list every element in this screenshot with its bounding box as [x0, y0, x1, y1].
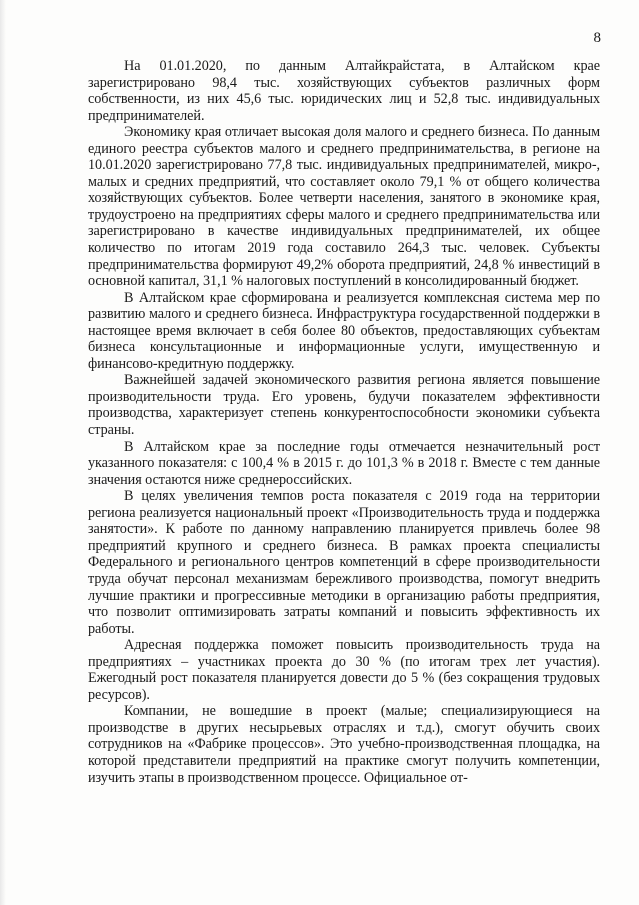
page-number: 8 — [593, 30, 601, 46]
paragraph-support-system: В Алтайском крае сформирована и реализуется комплексная система мер по развитию малого и среднего бизнеса. Инфраструктура государственной поддержки в настоящее время включает в себя более 80 объектов, предоставляющих субъектам бизнеса консультационные и информационные услуги, имущественную и финансово-кредитную поддержку. — [88, 289, 600, 372]
paragraph-national-project: В целях увеличения темпов роста показателя с 2019 года на территории региона реализуется национальный проект «Производительность труда и поддержка занятости». К работе по данному направлению планируется привлечь более 98 предприятий крупного и среднего бизнеса. В рамках проекта специалисты Федерального и регионального центров компетенций в сфере производительности труда обучат персонал механизмам бережливого производства, помогут внедрить лучшие практики и прогрессивные методики в организацию работы предприятия, что позволит оптимизировать затраты компаний и повысить эффективность их работы. — [88, 488, 600, 637]
paragraph-productivity-growth: В Алтайском крае за последние годы отмечается незначительный рост указанного показателя: с 100,4 % в 2015 г. до 101,3 % в 2018 г. Вместе с тем данные значения остаются ниже среднероссийских. — [88, 438, 600, 488]
paragraph-business-entities: На 01.01.2020, по данным Алтайкрайстата, в Алтайском крае зарегистрировано 98,4 тыс. хозяйствующих субъектов различных форм собственности, из них 45,6 тыс. юридических лиц и 52,8 тыс. индивидуальных предпринимателей. — [88, 58, 600, 124]
scan-edge-shadow — [0, 0, 6, 905]
document-body — [88, 58, 600, 786]
paragraph-small-medium-business: Экономику края отличает высокая доля малого и среднего бизнеса. По данным единого реестра субъектов малого и среднего предпринимательства, в регионе на 10.01.2020 зарегистрировано 77,8 тыс. индивидуальных предпринимателей, микро-, малых и средних предприятий, что составляет около 79,1 % от общего количества хозяйствующих субъектов. Более четверти населения, занятого в экономике края, трудоустроено на предприятиях сферы малого и среднего предпринимательства или зарегистрировано в качестве индивидуальных предпринимателей, их общее количество по итогам 2019 года составило 264,3 тыс. человек. Субъекты предпринимательства формируют 49,2% оборота предприятий, 24,8 % инвестиций в основной капитал, 31,1 % налоговых поступлений в консолидированный бюджет. — [88, 124, 600, 290]
paragraph-targeted-support: Адресная поддержка поможет повысить производительность труда на предприятиях – участниках проекта до 30 % (по итогам трех лет участия). Ежегодный рост показателя планируется довести до 5 % (без сокращения трудовых ресурсов). — [88, 637, 600, 703]
paragraph-process-factory: Компании, не вошедшие в проект (малые; специализирующиеся на производстве в других несырьевых отраслях и т.д.), смогут обучить своих сотрудников на «Фабрике процессов». Это учебно-производственная площадка, на которой представители предприятий на практике смогут получить компетенции, изучить этапы в производственном процессе. Официальное от- — [88, 703, 600, 786]
paragraph-labor-productivity: Важнейшей задачей экономического развития региона является повышение производительности труда. Его уровень, будучи показателем эффективности производства, характеризует степень конкурентоспособности экономики субъекта страны. — [88, 372, 600, 439]
